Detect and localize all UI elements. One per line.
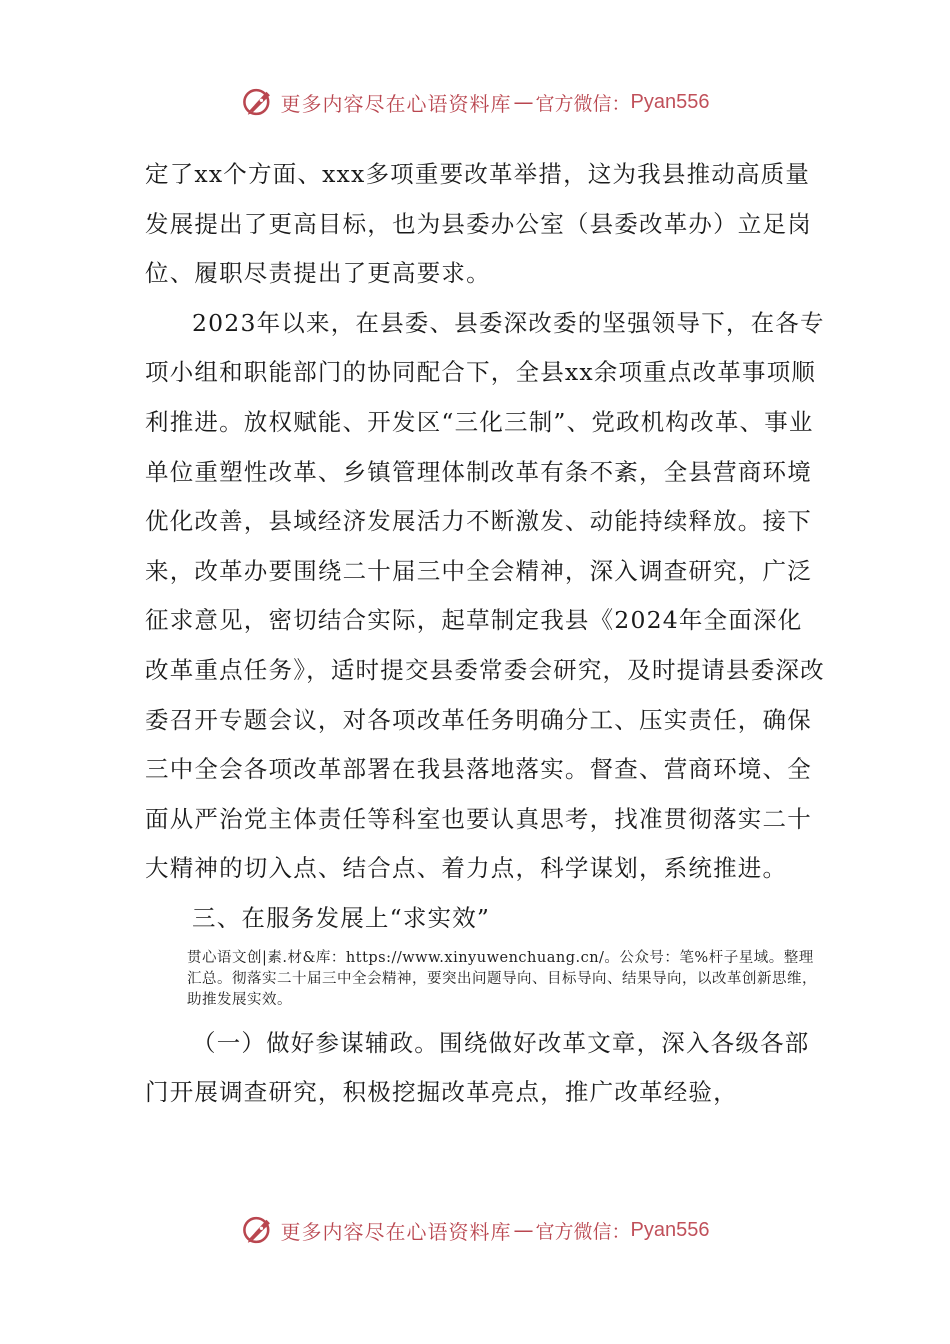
document-body xyxy=(145,150,825,1118)
paragraph-2: 2023年以来，在县委、县委深改委的坚强领导下，在各专项小组和职能部门的协同配合下，全县xx余项重点改革事项顺利推进。放权赋能、开发区“三化三制”、党政机构改革、事业单位重塑性改革、乡镇管理体制改革有条不紊，全县营商环境优化改善，县域经济发展活力不断激发、动能持续释放。接下来，改革办要围绕二十届三中全会精神，深入调查研究，广泛征求意见，密切结合实际，起草制定我县《2024年全面深化改革重点任务》，适时提交县委常委会研究，及时提请县委深改委召开专题会议，对各项改革任务明确分工、压实责任，确保三中全会各项改革部署在我县落地落实。督查、营商环境、全面从严治党主体责任等科室也要认真思考，找准贯彻落实二十大精神的切入点、结合点、着力点，科学谋划，系统推进。 xyxy=(145,308,825,883)
banner-dash: — xyxy=(513,90,534,114)
pen-nib-logo-icon xyxy=(241,85,275,119)
header-banner xyxy=(0,82,950,122)
banner-text: 更多内容尽在心语资料库 xyxy=(280,91,512,116)
paragraph-4: （一）做好参谋辅政。围绕做好改革文章，深入各级各部门开展调查研究，积极挖掘改革亮点，推广改革经验， xyxy=(145,1028,810,1107)
banner-wechat-label: 官方微信： xyxy=(535,92,631,115)
banner-wechat-label: 官方微信： xyxy=(535,1220,631,1243)
banner-dash: — xyxy=(513,1218,534,1242)
banner-wechat-id: Pyan556 xyxy=(630,90,710,113)
section-heading-3: 三、在服务发展上“求实效” xyxy=(192,903,491,932)
banner-text: 更多内容尽在心语资料库 xyxy=(280,1219,512,1244)
banner-wechat-id: Pyan556 xyxy=(630,1218,710,1241)
watermark-note: 贯心语文创|素.材&库：https://www.xinyuwenchuang.cn/。公众号：笔%杆子星域。整理汇总。彻落实二十届三中全会精神，要突出问题导向、目标导向、结果导向，以改革创新思维，助推发展实效。 xyxy=(187,949,817,1008)
footer-banner xyxy=(0,1210,950,1250)
pen-nib-logo-icon xyxy=(241,1213,275,1247)
paragraph-1: 定了xx个方面、xxx多项重要改革举措，这为我县推动高质量发展提出了更高目标，也为县委办公室（县委改革办）立足岗位、履职尽责提出了更高要求。 xyxy=(145,160,812,288)
